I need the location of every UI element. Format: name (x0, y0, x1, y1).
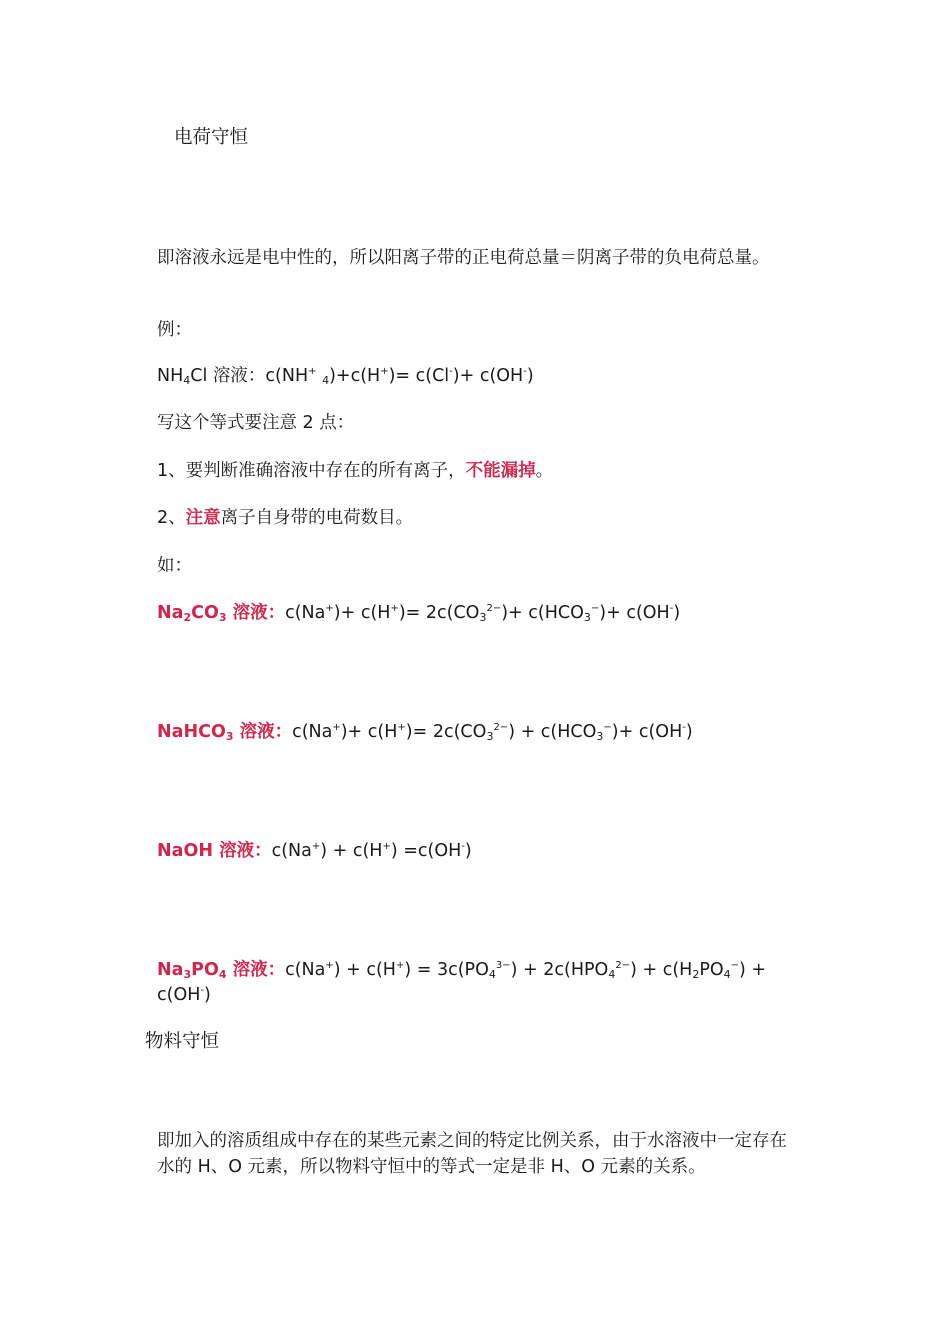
nh4cl-equation: c(NH+ $_4$)+c(H+)= c(Cl-)+ c(OH-) (265, 366, 534, 387)
nh4cl-equation-line (157, 364, 534, 388)
section-title-charge: 电荷守恒 (174, 127, 249, 148)
nh4cl-solution: $NH_4Cl$ 溶液： (157, 366, 266, 387)
note-2 (157, 506, 413, 530)
equation-na2co3-expr: $c(Na^+)+ c(H^+)= 2c(CO_3^{2-})+ c(HCO_3^-)+ c(OH^-)$ (285, 603, 681, 624)
equation-naoh-name: NaOH 溶液： (157, 841, 272, 861)
note-1 (157, 459, 553, 483)
equation-nahco3 (157, 720, 693, 744)
equation-naoh-expr: c(Na+) + c(H+) =c(OH-) (271, 841, 472, 861)
equation-nahco3-name: NaHCO$_3$ 溶液： (157, 722, 293, 743)
note-2-text: 离子自身带的电荷数目。 (220, 508, 414, 528)
note-1-highlight: 不能漏掉 (465, 461, 536, 481)
note-2-highlight: 注意 (185, 508, 221, 528)
equation-na3po4 (157, 958, 766, 982)
note-1-text: 1、要判断准确溶液中存在的所有离子， (157, 461, 466, 481)
equation-na2co3-name: $Na_2CO_3$ 溶液： (157, 603, 286, 624)
equation-na3po4-name: $Na_3PO_4$ 溶液： (157, 960, 286, 981)
equation-nahco3-expr: $c(Na^+)+ c(H^+)= 2c(CO_3^{2-}) + c(HCO_3^-)+ c(OH^-)$ (292, 722, 693, 743)
equation-na3po4-continued: c(OH-) (157, 985, 211, 1005)
equation-na2co3 (157, 601, 680, 625)
note-1-end: 。 (535, 461, 554, 481)
section-title-material: 物料守恒 (145, 1031, 220, 1052)
note-2-prefix: 2、 (157, 508, 186, 528)
equation-naoh (157, 839, 472, 863)
charge-definition: 即溶液永远是电中性的，所以阳离子带的正电荷总量＝阴离子带的负电荷总量。 (157, 248, 770, 268)
material-definition: 即加入的溶质组成中存在的某些元素之间的特定比例关系，由于水溶液中一定存在水的 H、O 元素，所以物料守恒中的等式一定是非 H、O 元素的关系。 (157, 1131, 787, 1177)
equation-na3po4-expr: $c(Na^+) + c(H^+) = 3c(PO_4^{3-}) + 2c(HPO_4^{2-}) + c(H_2PO_4^-)$ + (285, 960, 767, 981)
example-label: 例： (157, 320, 192, 340)
such-as-label: 如： (157, 556, 192, 576)
notes-intro: 写这个等式要注意 2 点： (157, 413, 355, 433)
